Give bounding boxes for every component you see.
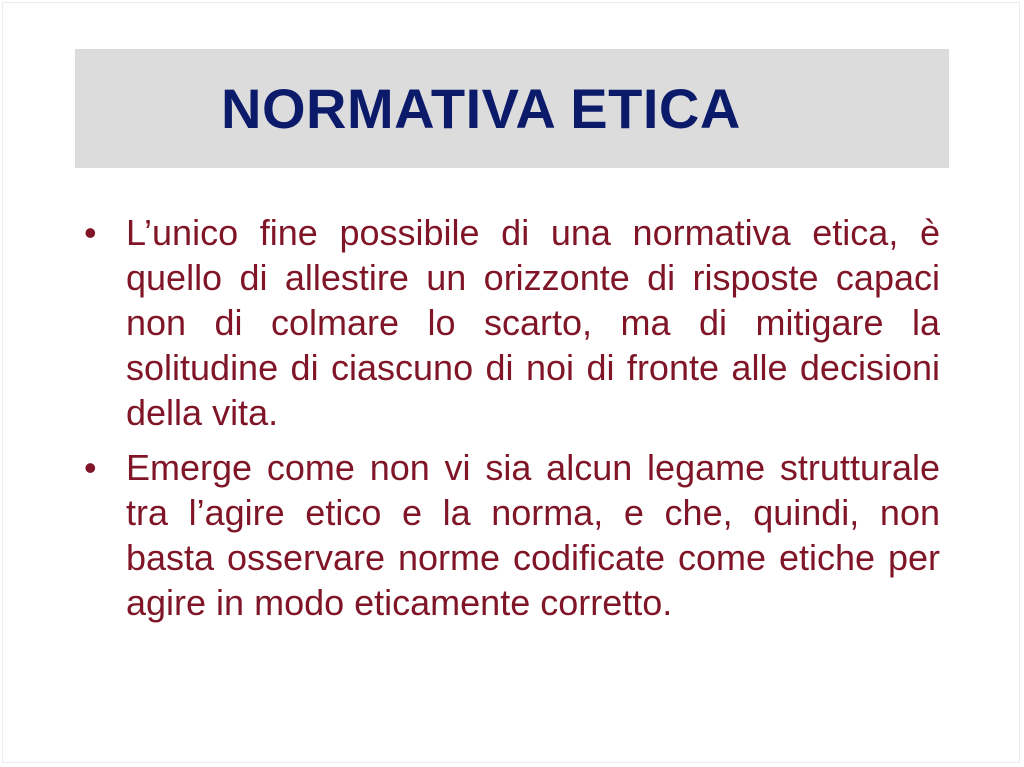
bullet-text-1: L’unico fine possibile di una normativa etica, è quello di allestire un orizzonte di risposte capaci non di colmare lo scarto, ma di mitigare la solitudine di ciascuno di noi di fronte alle decisioni della vita.	[126, 212, 940, 433]
bullet-marker-icon: •	[84, 447, 97, 488]
bullet-item-2	[84, 445, 940, 625]
bullet-item-1	[84, 210, 940, 435]
bullet-marker-icon: •	[84, 212, 97, 253]
slide-title: NORMATIVA ETICA	[221, 77, 741, 140]
bullet-text-2: Emerge come non vi sia alcun legame strutturale tra l’agire etico e la norma, e che, quindi, non basta osservare norme codificate come etiche per agire in modo eticamente corretto.	[126, 447, 940, 623]
bullet-list	[84, 210, 940, 635]
